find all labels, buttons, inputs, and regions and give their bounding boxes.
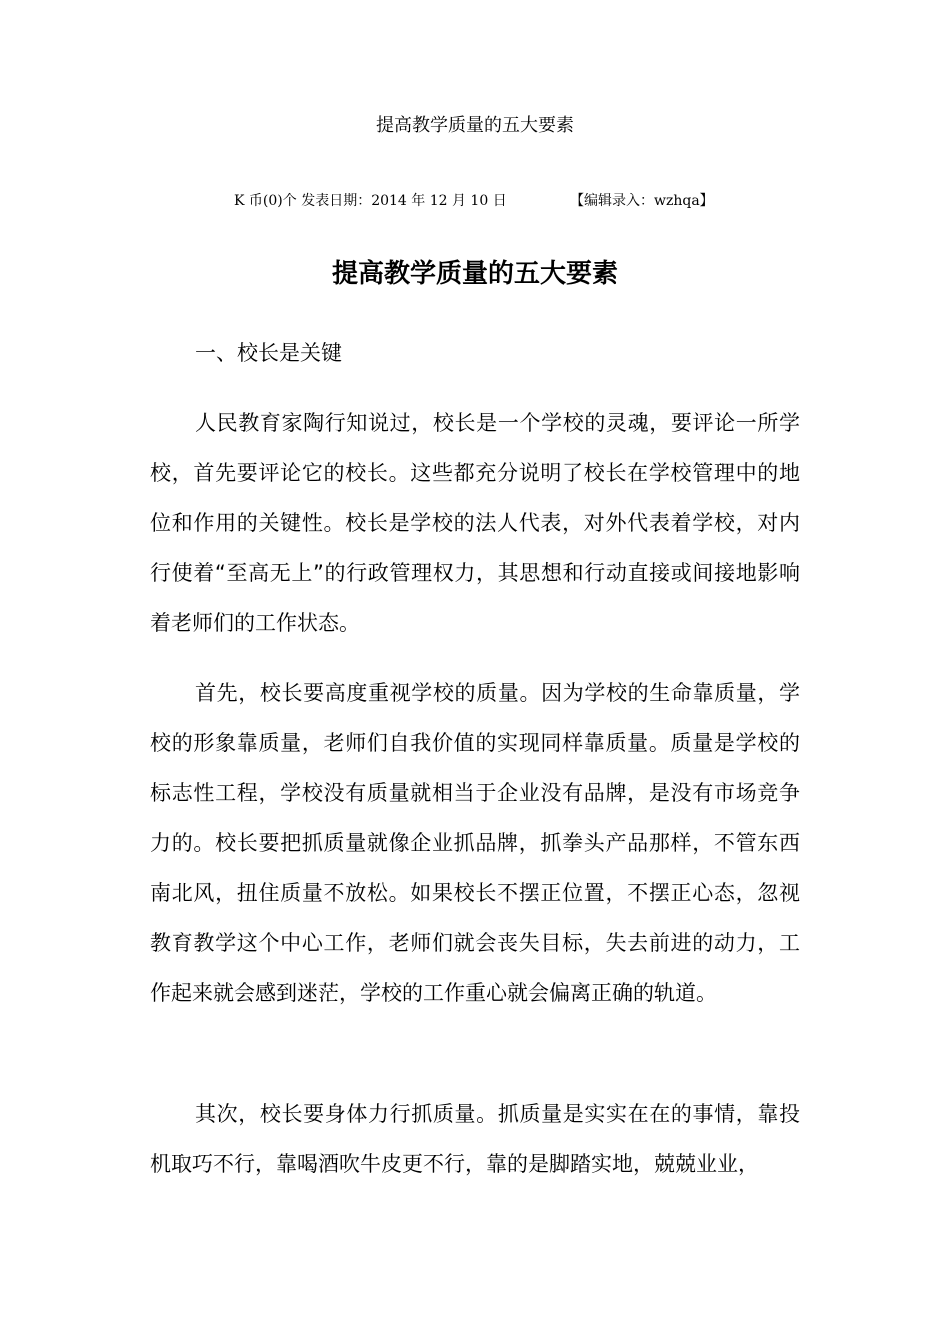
paragraph: 其次，校长要身体力行抓质量。抓质量是实实在在的事情，靠投机取巧不行，靠喝酒吹牛皮更不行，靠的是脚踏实地，兢兢业业，: [150, 1102, 800, 1176]
meta-editor: 【编辑录入：wzhqa】: [570, 193, 714, 209]
section-title: 一、校长是关键: [195, 341, 342, 365]
paragraph: 首先，校长要高度重视学校的质量。因为学校的生命靠质量，学校的形象靠质量，老师们自我价值的实现同样靠质量。质量是学校的标志性工程，学校没有质量就相当于企业没有品牌，是没有市场竞争力的。校长要把抓质量就像企业抓品牌，抓拳头产品那样，不管东西南北风，扭住质量不放松。如果校长不摆正位置，不摆正心态，忽视教育教学这个中心工作，老师们就会丧失目标，失去前进的动力，工作起来就会感到迷茫，学校的工作重心就会偏离正确的轨道。: [150, 681, 800, 1005]
meta-coins-and-date: K 币(0)个 发表日期：2014 年 12 月 10 日: [234, 193, 507, 209]
paragraph: 人民教育家陶行知说过，校长是一个学校的灵魂，要评论一所学校，首先要评论它的校长。这些都充分说明了校长在学校管理中的地位和作用的关键性。校长是学校的法人代表，对外代表着学校，对内行使着“至高无上”的行政管理权力，其思想和行动直接或间接地影响着老师们的工作状态。: [150, 411, 800, 635]
document-title: 提高教学质量的五大要素: [376, 115, 574, 136]
article-heading: 提高教学质量的五大要素: [331, 259, 618, 289]
